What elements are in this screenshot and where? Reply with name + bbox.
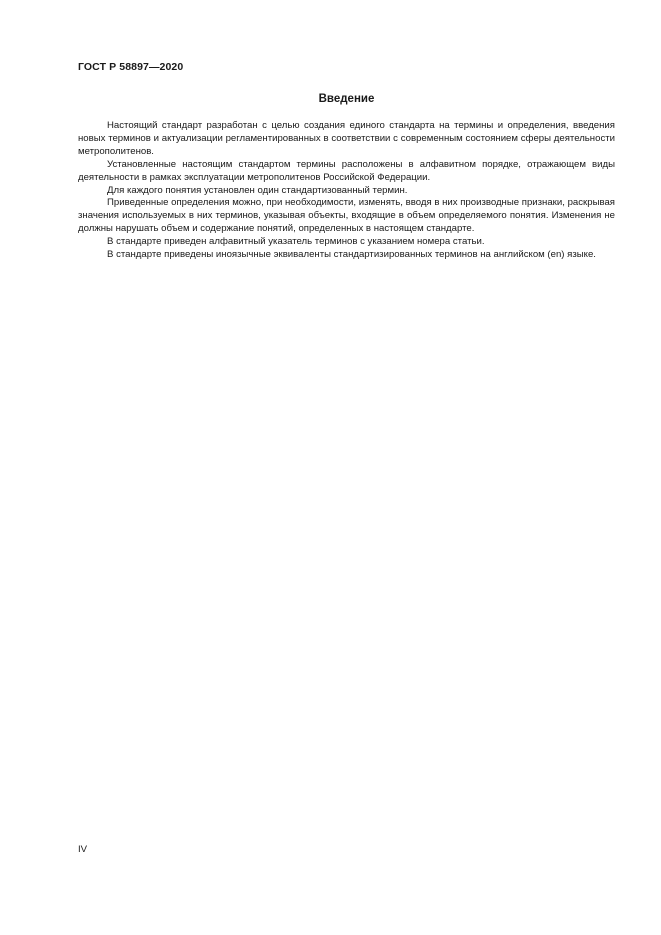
paragraph: Приведенные определения можно, при необходимости, изменять, вводя в них производные признаки, раскрывая значения используемых в них терминов, указывая объекты, входящие в объем определяемого понятия. Изменения не должны нарушать объем и содержание понятий, определенных в настоящем стандарте.	[78, 197, 615, 235]
document-header: ГОСТ Р 58897—2020	[78, 61, 184, 73]
paragraph: Настоящий стандарт разработан с целью создания единого стандарта на термины и определения, введения новых терминов и актуализации регламентированных в соответствии с современным состоянием сферы деятельности метрополитенов.	[78, 120, 615, 157]
document-body	[78, 120, 615, 262]
page-number: IV	[78, 844, 88, 855]
paragraph: Установленные настоящим стандартом термины расположены в алфавитном порядке, отражающем виды деятельности в рамках эксплуатации метрополитенов Российской Федерации.	[78, 158, 615, 183]
section-title: Введение	[318, 93, 375, 105]
paragraph: В стандарте приведен алфавитный указатель терминов с указанием номера статьи.	[107, 236, 485, 248]
paragraph: Для каждого понятия установлен один стандартизованный термин.	[107, 184, 408, 196]
paragraph: В стандарте приведены иноязычные эквиваленты стандартизированных терминов на английском (en) языке.	[107, 249, 596, 261]
